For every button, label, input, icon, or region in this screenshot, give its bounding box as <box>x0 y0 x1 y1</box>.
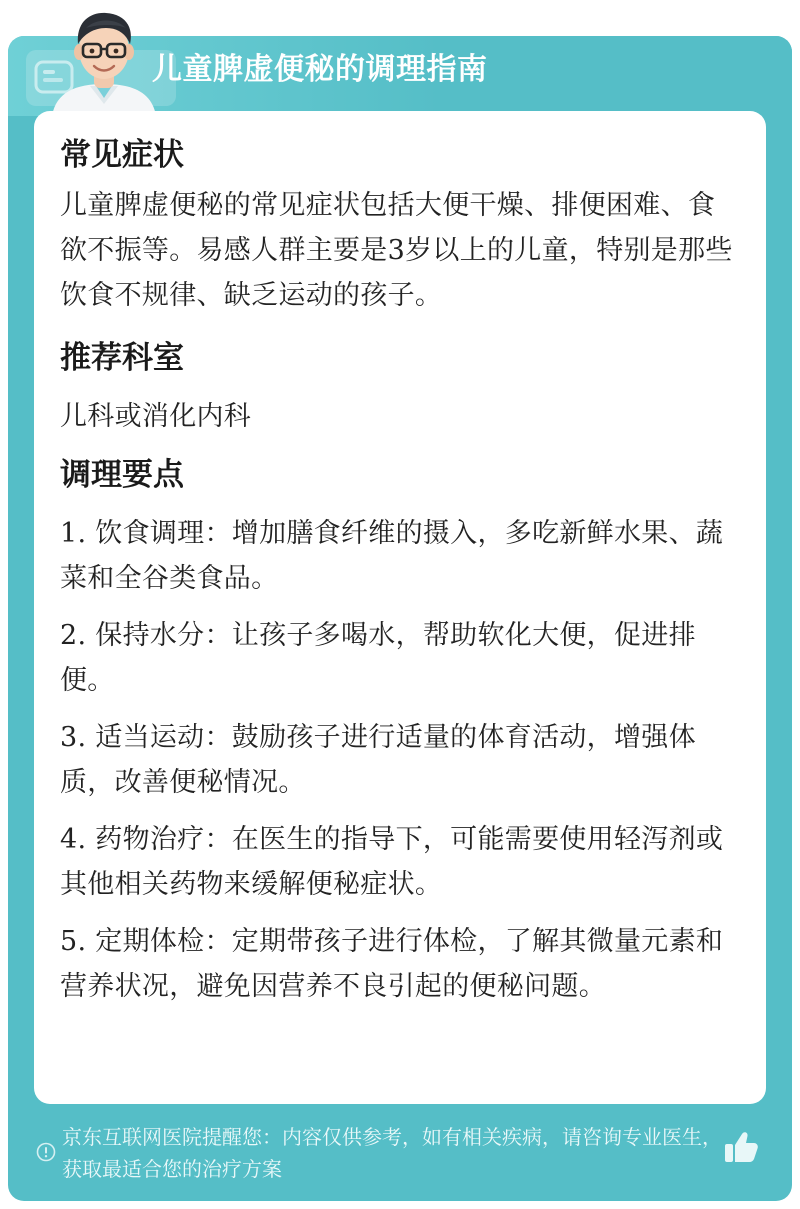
key-point-item: 5. 定期体检：定期带孩子进行体检，了解其微量元素和营养状况，避免因营养不良引起的便秘问题。 <box>60 926 724 1002</box>
key-point-item: 4. 药物治疗：在医生的指导下，可能需要使用轻泻剂或其他相关药物来缓解便秘症状。 <box>60 824 724 900</box>
department-heading: 推荐科室 <box>60 340 184 376</box>
doctor-avatar <box>46 6 162 116</box>
key-points-heading: 调理要点 <box>60 457 184 493</box>
key-point-item: 2. 保持水分：让孩子多喝水，帮助软化大便，促进排便。 <box>60 620 696 696</box>
key-point-item: 3. 适当运动：鼓励孩子进行适量的体育活动，增强体质，改善便秘情况。 <box>60 722 696 798</box>
symptoms-heading: 常见症状 <box>60 137 184 173</box>
page-title: 儿童脾虚便秘的调理指南 <box>152 52 488 87</box>
key-point-item: 1. 饮食调理：增加膳食纤维的摄入，多吃新鲜水果、蔬菜和全谷类食品。 <box>60 518 724 594</box>
info-circle-icon <box>36 1142 56 1162</box>
department-text: 儿科或消化内科 <box>60 401 252 432</box>
key-points-list <box>60 511 738 1009</box>
thumbs-up-icon[interactable] <box>722 1128 760 1166</box>
footer-notice: 京东互联网医院提醒您：内容仅供参考，如有相关疾病，请咨询专业医生，获取最适合您的治疗方案 <box>62 1125 722 1181</box>
content-card <box>34 111 766 1104</box>
symptoms-text: 儿童脾虚便秘的常见症状包括大便干燥、排便困难、食欲不振等。易感人群主要是3岁以上的儿童，特别是那些饮食不规律、缺乏运动的孩子。 <box>60 190 733 311</box>
